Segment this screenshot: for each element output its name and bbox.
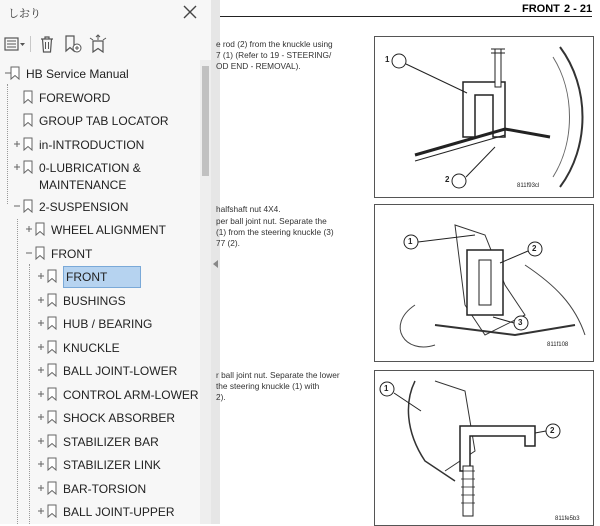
bookmark-item[interactable]	[0, 455, 200, 475]
ball-joint-puller-drawing	[375, 205, 593, 361]
bookmark-icon	[23, 90, 33, 104]
bookmark-item[interactable]	[0, 432, 200, 452]
body-text-line: per ball joint nut. Separate the	[216, 216, 327, 226]
figure-lower-ball-joint	[374, 204, 594, 362]
bookmark-item[interactable]	[0, 361, 200, 381]
body-text-line: 77 (2).	[216, 238, 240, 248]
body-text-line: the steering knuckle (1) with	[216, 381, 320, 391]
callout-label: 2	[445, 175, 450, 184]
bookmark-label: BUSHINGS	[63, 293, 126, 308]
bookmark-label: 2-SUSPENSION	[39, 199, 129, 214]
close-icon[interactable]	[181, 3, 199, 21]
figure-code: 811f93cl	[517, 183, 540, 189]
options-menu-icon[interactable]	[4, 34, 26, 54]
body-text-line: r ball joint nut. Separate the lower	[216, 370, 340, 380]
body-text-line: (1) from the steering knuckle (3)	[216, 227, 334, 237]
bookmark-label: KNUCKLE	[63, 340, 120, 355]
expand-icon[interactable]	[37, 296, 45, 304]
bookmark-label: in-INTRODUCTION	[39, 137, 145, 152]
bookmark-icon	[23, 113, 33, 127]
bookmark-icon	[47, 293, 57, 307]
callout-label: 1	[385, 55, 390, 64]
figure-knuckle-separation	[374, 370, 594, 526]
callout-label: 1	[408, 237, 413, 246]
trash-icon[interactable]	[38, 34, 56, 54]
expand-icon[interactable]	[13, 140, 21, 148]
bookmark-icon	[47, 340, 57, 354]
bookmark-item[interactable]	[0, 479, 200, 499]
body-text-line: 2).	[216, 392, 226, 402]
expand-icon[interactable]	[25, 225, 33, 233]
callout-label: 2	[532, 244, 537, 253]
bookmark-item[interactable]	[0, 197, 200, 217]
bookmark-label: BALL JOINT-LOWER	[63, 364, 178, 378]
bookmark-item[interactable]	[0, 502, 200, 522]
bookmark-label: STABILIZER LINK	[63, 458, 161, 472]
bookmark-label-line2: MAINTENANCE	[39, 178, 127, 192]
bookmarks-toolbar	[0, 30, 211, 58]
expand-icon[interactable]	[37, 484, 45, 492]
bookmark-item[interactable]	[0, 338, 200, 358]
expand-icon[interactable]	[37, 413, 45, 421]
expand-icon[interactable]	[37, 507, 45, 515]
bookmark-label: HUB / BEARING	[63, 317, 153, 331]
bookmark-label: CONTROL ARM-LOWER	[63, 387, 199, 402]
bookmark-item[interactable]	[0, 385, 200, 405]
bookmark-item[interactable]	[0, 64, 200, 84]
expand-icon[interactable]	[37, 272, 45, 280]
callout-label: 1	[384, 384, 389, 393]
expand-icon[interactable]	[37, 460, 45, 468]
bookmark-item[interactable]	[0, 220, 200, 240]
bookmark-label: FRONT	[63, 266, 141, 288]
expand-icon[interactable]	[37, 390, 45, 398]
bookmark-label: 0-LUBRICATION &	[39, 161, 141, 175]
bookmark-label: WHEEL ALIGNMENT	[51, 223, 166, 237]
bookmark-label: FRONT	[51, 246, 93, 261]
tree-guide-line	[7, 84, 8, 204]
body-text-line: 7 (1) (Refer to 19 - STEERING/	[216, 50, 332, 60]
expand-icon[interactable]	[37, 437, 45, 445]
collapse-icon[interactable]	[25, 249, 33, 257]
bookmark-item[interactable]	[0, 291, 200, 311]
bookmark-label: GROUP TAB LOCATOR	[39, 114, 169, 128]
bookmark-icon	[47, 434, 57, 448]
bookmark-item[interactable]	[0, 244, 200, 264]
collapse-icon[interactable]	[13, 202, 21, 210]
section-title: FRONT	[522, 3, 560, 15]
new-bookmark-icon[interactable]	[63, 34, 83, 54]
bookmark-icon	[35, 222, 45, 236]
bookmark-icon	[23, 160, 33, 174]
header-rule	[220, 16, 592, 17]
bookmark-icon	[23, 199, 33, 213]
bookmark-icon	[47, 316, 57, 330]
callout-label: 2	[550, 426, 555, 435]
document-page	[216, 0, 600, 524]
bookmark-label: STABILIZER BAR	[63, 434, 159, 449]
bookmark-icon	[47, 504, 57, 518]
expand-icon[interactable]	[37, 366, 45, 374]
tie-rod-puller-drawing	[375, 37, 593, 197]
collapse-arrow-icon[interactable]	[213, 260, 218, 268]
expand-bookmark-icon[interactable]	[88, 34, 108, 54]
body-text-line: halfshaft nut 4X4.	[216, 204, 281, 214]
bookmark-icon	[47, 410, 57, 424]
bookmark-item[interactable]	[0, 135, 200, 155]
page-number: 2 - 21	[564, 3, 593, 15]
expand-icon[interactable]	[13, 163, 21, 171]
tree-guide-line	[17, 219, 18, 524]
expand-icon[interactable]	[37, 343, 45, 351]
bookmark-item[interactable]	[0, 408, 200, 428]
panel-splitter[interactable]	[211, 0, 220, 524]
bookmark-item[interactable]	[0, 314, 200, 334]
tree-guide-line	[29, 264, 30, 524]
bookmark-icon	[47, 363, 57, 377]
bookmark-label: HB Service Manual	[26, 67, 129, 81]
bookmark-icon	[47, 387, 57, 401]
bookmark-icon	[10, 66, 20, 80]
bookmark-item[interactable]	[0, 267, 200, 287]
expand-icon[interactable]	[37, 319, 45, 327]
bookmarks-panel	[0, 0, 212, 524]
scrollbar-thumb[interactable]	[202, 66, 209, 176]
body-text-line: OD END - REMOVAL).	[216, 61, 301, 71]
knuckle-puller-drawing	[375, 371, 593, 525]
bookmark-item[interactable]	[0, 88, 200, 108]
bookmark-icon	[47, 457, 57, 471]
bookmark-label: SHOCK ABSORBER	[63, 411, 176, 425]
bookmark-icon	[35, 246, 45, 260]
figure-code: 811f108	[547, 342, 569, 348]
bookmarks-scrollbar[interactable]	[200, 60, 211, 524]
figure-code: 811fe5b3	[555, 516, 580, 522]
bookmark-icon	[47, 481, 57, 495]
callout-label: 3	[518, 318, 523, 327]
bookmark-icon	[47, 269, 57, 283]
bookmark-label: BALL JOINT-UPPER	[63, 505, 175, 519]
bookmark-label: BAR-TORSION	[63, 481, 147, 496]
panel-title: しおり	[8, 8, 41, 20]
figure-tie-rod-removal	[374, 36, 594, 198]
bookmark-icon	[23, 137, 33, 151]
bookmark-item[interactable]	[0, 158, 200, 192]
body-text-line: e rod (2) from the knuckle using	[216, 39, 333, 49]
bookmark-item[interactable]	[0, 111, 200, 131]
bookmark-label: FOREWORD	[39, 90, 111, 105]
